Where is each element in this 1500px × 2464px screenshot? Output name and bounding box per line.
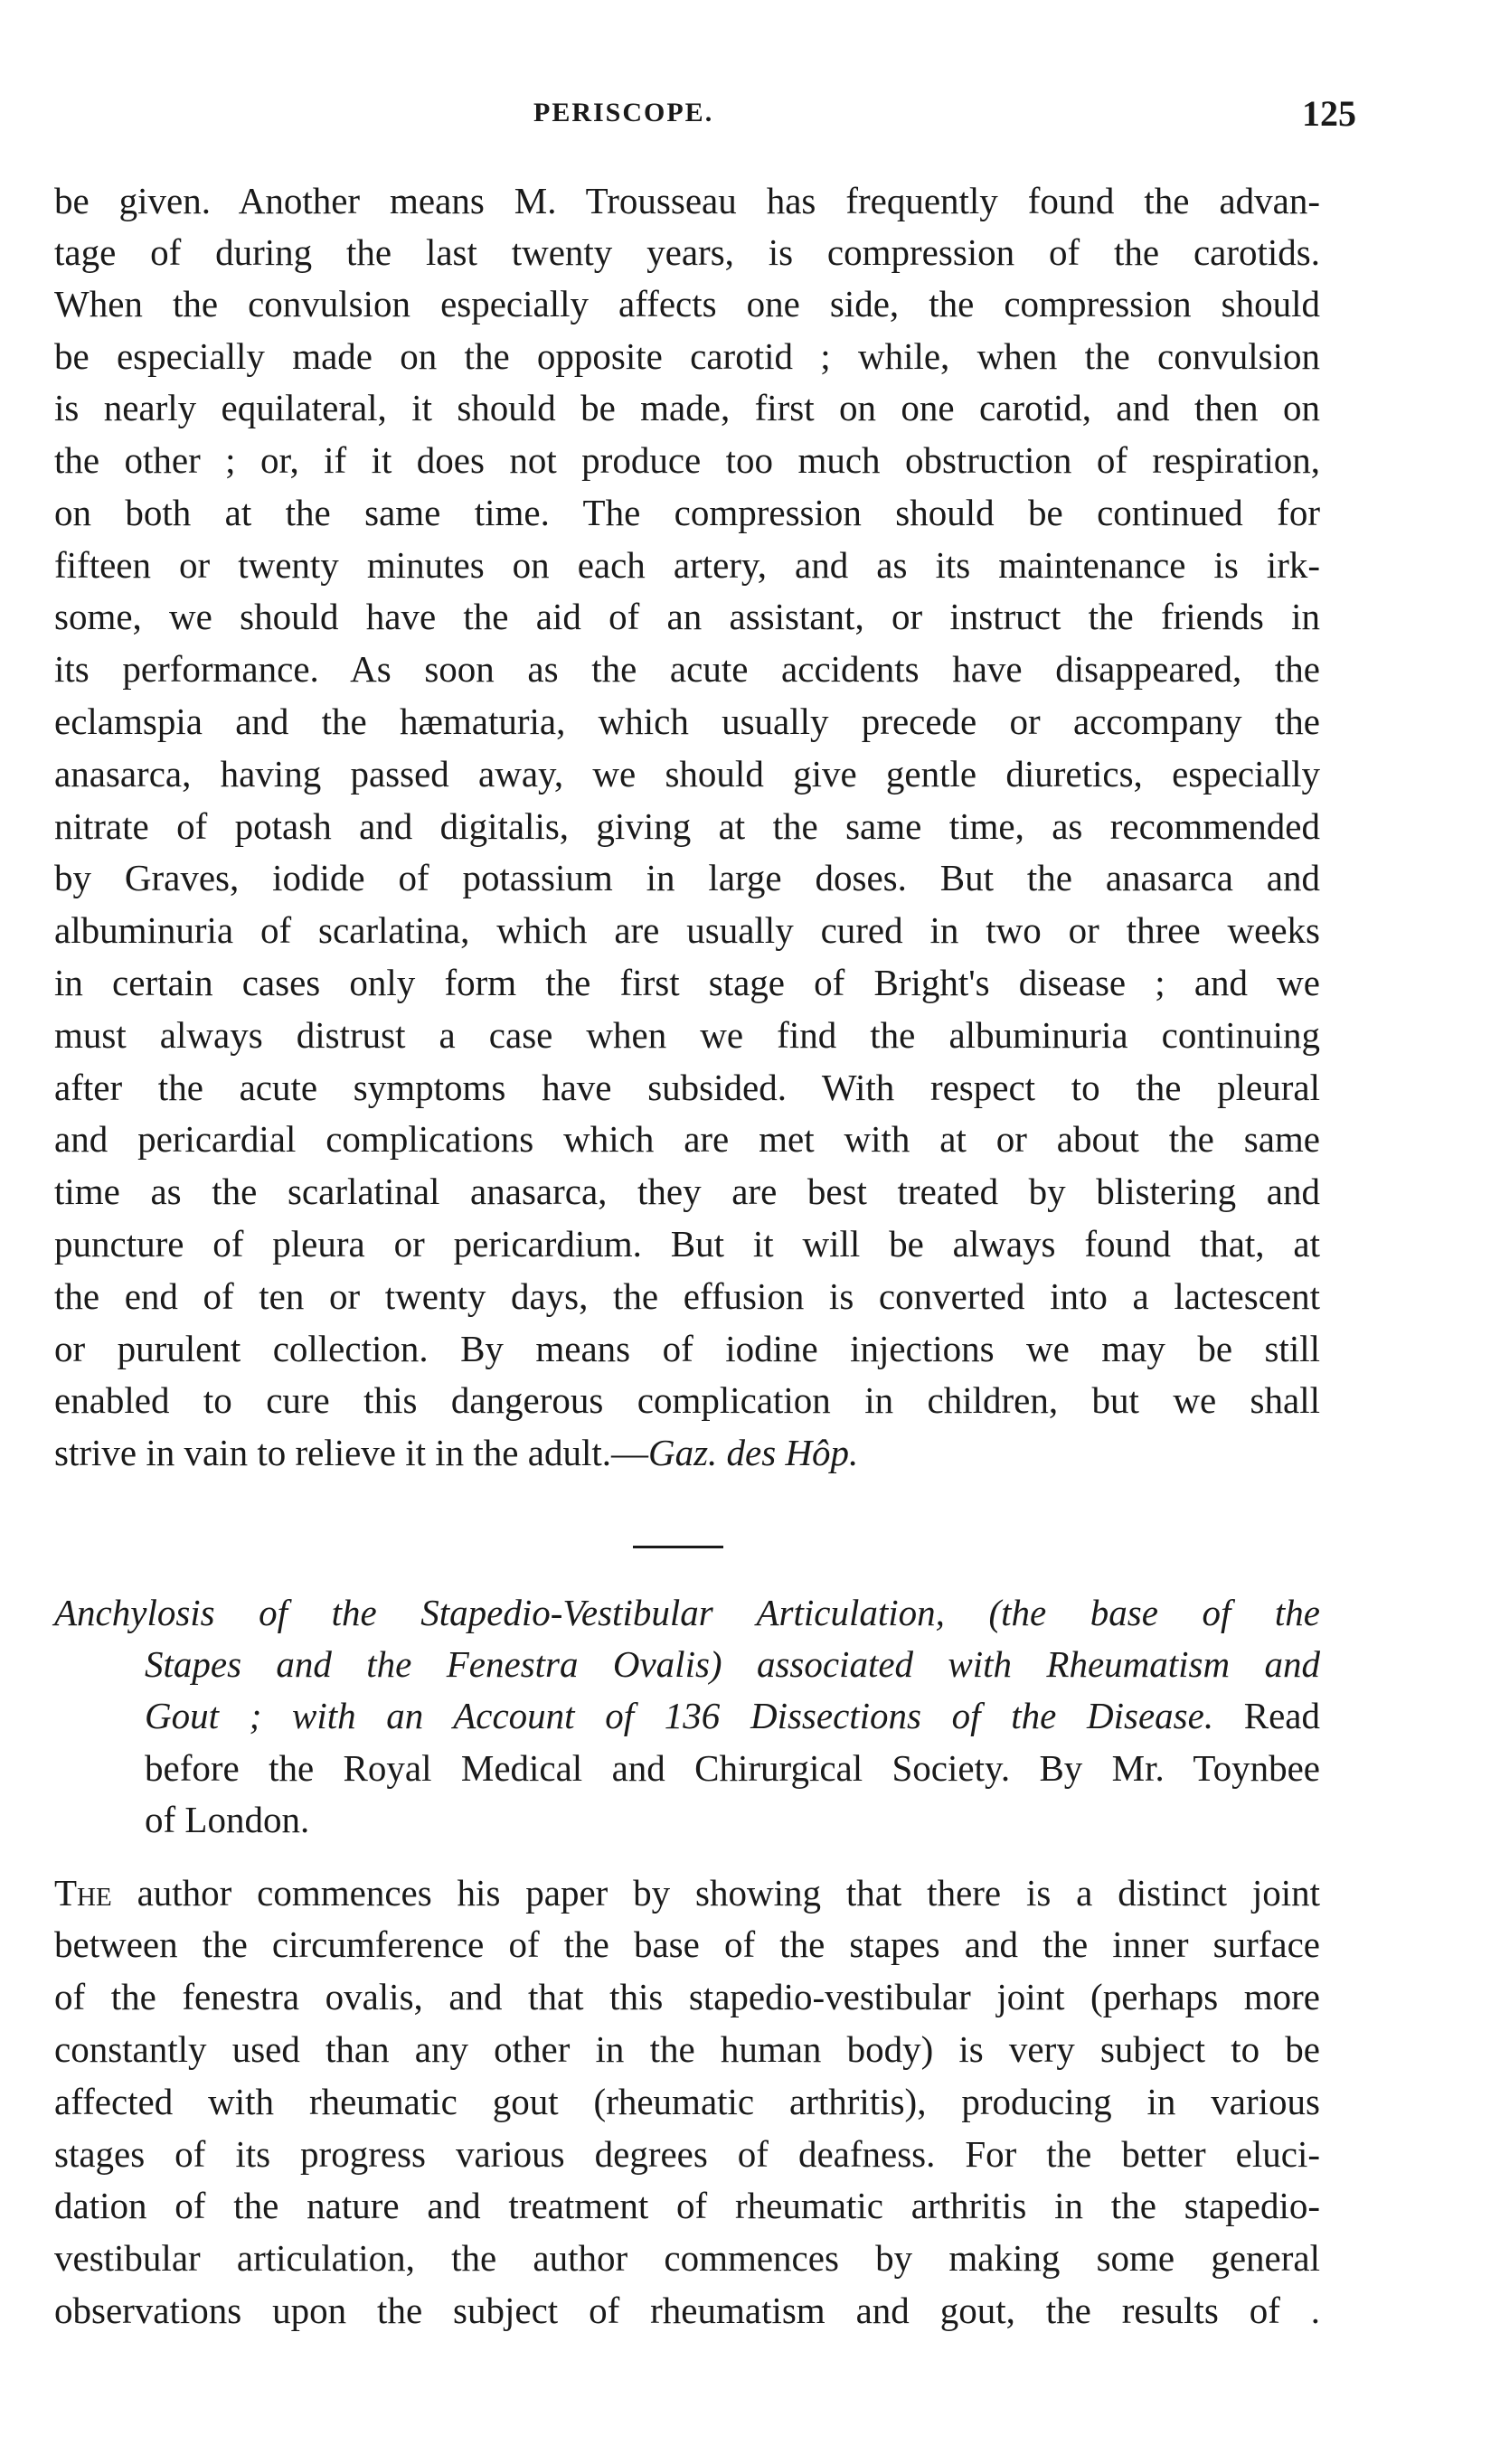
byline-line: before the Royal Medical and Chirurgical Society. By Mr. Toynbee (145, 1747, 1320, 1789)
text-line: vestibular articulation, the author commences by making some general (54, 2237, 1320, 2279)
text-line: the end of ten or twenty days, the effusion is converted into a lactescent (54, 1275, 1320, 1317)
page-number: 125 (1302, 93, 1356, 134)
first-line-rest: author commences his paper by showing that there is a distinct joint (111, 1872, 1320, 1914)
text-line: or purulent collection. By means of iodine injections we may be still (54, 1328, 1320, 1369)
text-line: affected with rheumatic gout (rheumatic arthritis), producing in various (54, 2081, 1320, 2122)
text-line: stages of its progress various degrees of deafness. For the better eluci- (54, 2133, 1320, 2175)
text-line: must always distrust a case when we find the albuminuria continuing (54, 1014, 1320, 1056)
text-line: of the fenestra ovalis, and that this stapedio-vestibular joint (perhaps more (54, 1976, 1320, 2017)
text-line: in certain cases only form the first stage of Bright's disease ; and we (54, 962, 1320, 1003)
article-title-line (145, 1692, 1320, 1739)
text-line: eclamspia and the hæmaturia, which usually precede or accompany the (54, 701, 1320, 742)
text-line: dation of the nature and treatment of rheumatic arthritis in the stapedio- (54, 2185, 1320, 2226)
closing-text: strive in vain to relieve it in the adult.— (54, 1432, 648, 1473)
text-line: When the convulsion especially affects one side, the compression should (54, 283, 1320, 324)
text-line: be especially made on the opposite carotid ; while, when the convulsion (54, 335, 1320, 377)
text-line: be given. Another means M. Trousseau has frequently found the advan- (54, 180, 1320, 221)
text-line: fifteen or twenty minutes on each artery, and as its maintenance is irk- (54, 544, 1320, 586)
text-line: enabled to cure this dangerous complication in children, but we shall (54, 1379, 1320, 1421)
byline-line: of London. (145, 1799, 310, 1840)
source-citation: Gaz. des Hôp. (647, 1432, 859, 1473)
text-line: observations upon the subject of rheumatism and gout, the results of . (54, 2290, 1320, 2331)
text-line: on both at the same time. The compression should be continued for (54, 492, 1320, 533)
article-title-text: Gout ; with an Account of 136 Dissections of the Disease. (145, 1695, 1214, 1736)
text-line: and pericardial complications which are met with at or about the same (54, 1118, 1320, 1160)
lead-word: The (54, 1872, 112, 1914)
article-title-tail: Read (1243, 1695, 1320, 1736)
text-line: tage of during the last twenty years, is compression of the carotids. (54, 231, 1320, 273)
section-divider (633, 1546, 723, 1548)
text-line: time as the scarlatinal anasarca, they are best treated by blistering and (54, 1171, 1320, 1212)
text-line: albuminuria of scarlatina, which are usually cured in two or three weeks (54, 909, 1320, 951)
text-line: its performance. As soon as the acute accidents have disappeared, the (54, 648, 1320, 690)
text-line: between the circumference of the base of the stapes and the inner surface (54, 1923, 1320, 1965)
article-title-line: Anchylosis of the Stapedio-Vestibular Articulation, (the base of the (54, 1592, 1320, 1633)
text-line: constantly used than any other in the human body) is very subject to be (54, 2028, 1320, 2070)
text-line: the other ; or, if it does not produce too much obstruction of respiration, (54, 439, 1320, 481)
text-line-last (54, 1429, 1320, 1476)
text-line: by Graves, iodide of potassium in large doses. But the anasarca and (54, 857, 1320, 898)
article-title-line: Stapes and the Fenestra Ovalis) associated with Rheumatism and (145, 1643, 1320, 1685)
text-line: anasarca, having passed away, we should give gentle diuretics, especially (54, 753, 1320, 795)
text-line: some, we should have the aid of an assistant, or instruct the friends in (54, 596, 1320, 637)
text-line (54, 1869, 1320, 1916)
text-line: nitrate of potash and digitalis, giving at the same time, as recommended (54, 805, 1320, 847)
running-title: PERISCOPE. (533, 98, 714, 127)
text-line: puncture of pleura or pericardium. But it will be always found that, at (54, 1223, 1320, 1265)
running-head (54, 93, 1356, 143)
text-line: after the acute symptoms have subsided. With respect to the pleural (54, 1067, 1320, 1108)
text-line: is nearly equilateral, it should be made, first on one carotid, and then on (54, 387, 1320, 428)
